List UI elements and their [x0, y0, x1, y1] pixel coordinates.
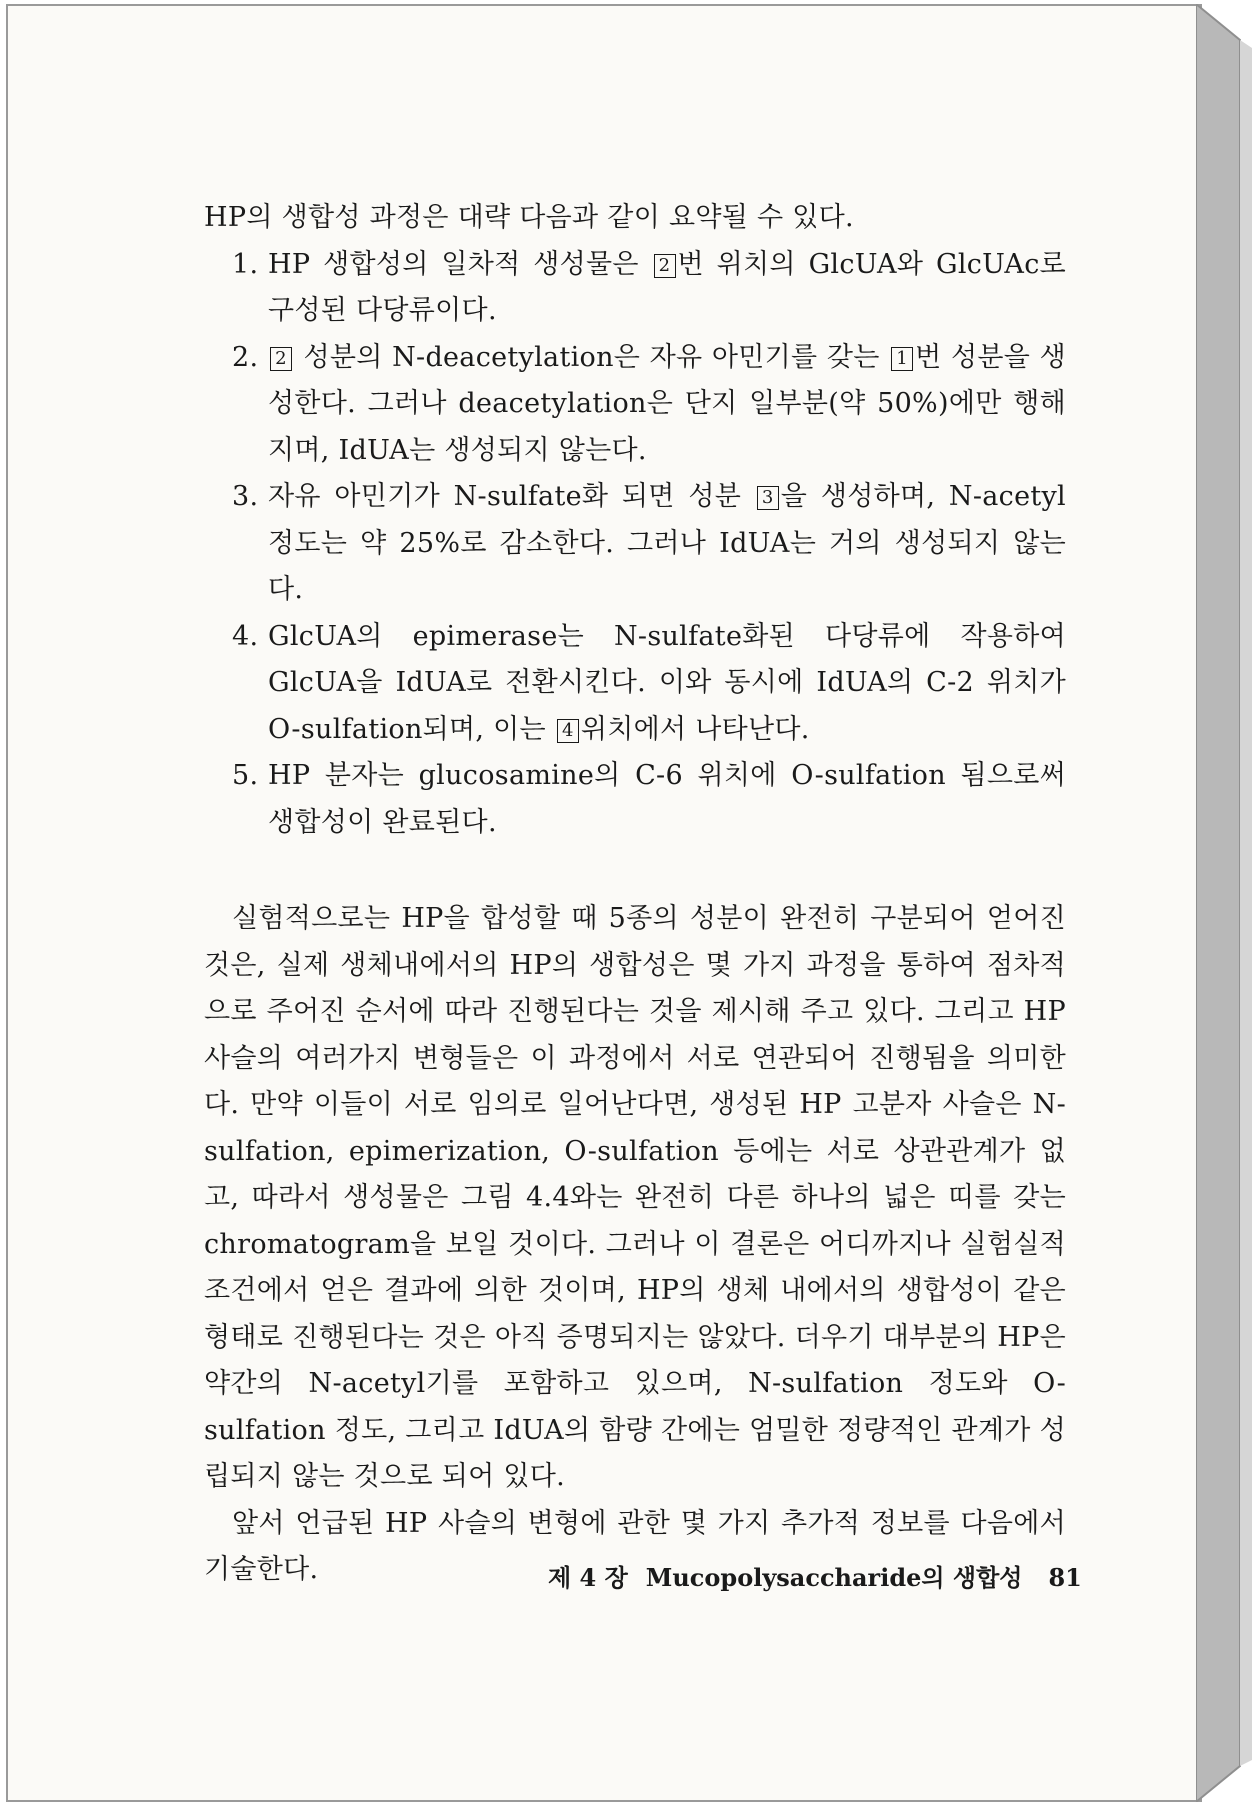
body-paragraph: 실험적으로는 HP을 합성할 때 5종의 성분이 완전히 구분되어 얻어진 것은, 실제 생체내에서의 HP의 생합성은 몇 가지 과정을 통하여 점차적으로 주어진 순서에 따라 진행된다는 것을 제시해 주고 있다. 그리고 HP 사슬의 여러가지 변형들은 이 과정에서 서로 연관되어 진행됨을 의미한다. 만약 이들이 서로 임의로 일어난다면, 생성된 HP 고분자 사슬은 N-sulfation, epimerization, O-sulfation 등에는 서로 상관관계가 없고, 따라서 생성물은 그림 4.4와는 완전히 다른 하나의 넓은 띠를 갖는 chromatogram을 보일 것이다. 그러나 이 결론은 어디까지나 실험실적 조건에서 얻은 결과에 의한 것이며, HP의 생체 내에서의 생합성이 같은 형태로 진행된다는 것은 아직 증명되지는 않았다. 더우기 대부분의 HP은 약간의 N-acetyl기를 포함하고 있으며, N-sulfation 정도와 O-sulfation 정도, 그리고 IdUA의 함량 간에는 엄밀한 정량적인 관계가 성립되지 않는 것으로 되어 있다. [204, 903, 1066, 1492]
step-number: 2. [232, 341, 259, 373]
step-number: 3. [232, 481, 259, 512]
step-text: GlcUA의 epimerase는 N-sulfate화된 다당류에 작용하여 GlcUA을 IdUA로 전환시킨다. 이와 동시에 IdUA의 C-2 위치가 O-sulfation되며, 이는 4 위치에서 나타난다. [268, 620, 1066, 745]
step-item [232, 335, 1066, 475]
step-item [232, 242, 1066, 335]
step-number: 4. [232, 620, 259, 652]
chapter-title: Mucopolysaccharide의 생합성 [645, 1563, 1023, 1592]
step-number: 1. [232, 248, 259, 280]
page-thickness-edge [1196, 4, 1254, 1802]
step-text: 자유 아민기가 N-sulfate화 되면 성분 3 을 생성하며, N-acetyl 정도는 약 25%로 감소한다. 그러나 IdUA는 거의 생성되지 않는다. [268, 481, 1066, 605]
step-item [232, 614, 1066, 754]
synthesis-steps-list [204, 242, 1066, 847]
body-paragraph: 앞서 언급된 HP 사슬의 변형에 관한 몇 가지 추가적 정보를 다음에서 기술한다. [204, 1507, 1066, 1585]
step-item [232, 474, 1066, 614]
boxed-number: 2 [654, 254, 676, 278]
running-footer [548, 1563, 1082, 1593]
step-text: HP 분자는 glucosamine의 C-6 위치에 O-sulfation 됨으로써 생합성이 완료된다. [268, 760, 1066, 838]
boxed-number: 3 [757, 486, 779, 510]
page-content [204, 195, 1066, 1594]
step-number: 5. [232, 760, 259, 791]
chapter-label: 제 4 장 [548, 1563, 628, 1592]
intro-line: HP의 생합성 과정은 대략 다음과 같이 요약될 수 있다. [204, 202, 854, 233]
boxed-number: 1 [891, 347, 913, 371]
boxed-number: 4 [557, 719, 579, 743]
step-text: 2 성분의 N-deacetylation은 자유 아민기를 갖는 1 번 성분을 생성한다. 그러나 deacetylation은 단지 일부분(약 50%)에만 행해지며, IdUA는 생성되지 않는다. [268, 341, 1066, 466]
step-text: HP 생합성의 일차적 생성물은 2 번 위치의 GlcUA와 GlcUAc로 구성된 다당류이다. [268, 248, 1066, 326]
step-item [232, 753, 1066, 846]
boxed-number: 2 [270, 347, 292, 371]
page-number: 81 [1048, 1563, 1082, 1592]
